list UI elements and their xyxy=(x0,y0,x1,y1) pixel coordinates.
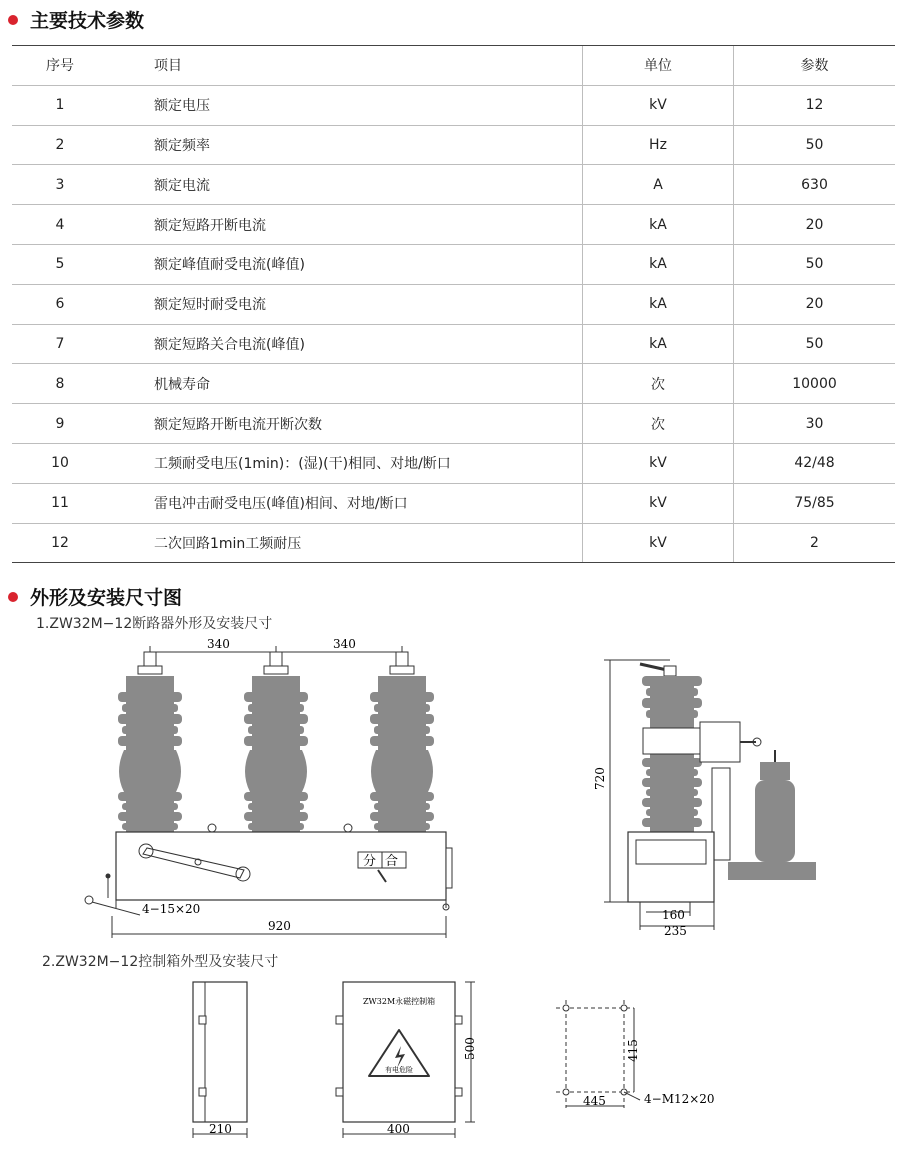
cell-no: 1 xyxy=(12,85,108,125)
cell-unit: kA xyxy=(583,205,734,245)
cell-item: 机械寿命 xyxy=(108,364,583,404)
table-row xyxy=(12,284,895,324)
cell-value: 20 xyxy=(734,205,896,245)
header-unit: 单位 xyxy=(583,46,734,86)
table-row xyxy=(12,404,895,444)
table-row xyxy=(12,324,895,364)
breaker-drawing xyxy=(0,630,900,950)
cell-unit: A xyxy=(583,165,734,205)
dim-depth: 235 xyxy=(664,924,687,938)
cell-unit: Hz xyxy=(583,125,734,165)
table-row xyxy=(12,125,895,165)
label-close: 合 xyxy=(385,854,399,869)
dim-pitch1: 340 xyxy=(207,637,230,651)
warning-label: 有电危险 xyxy=(385,1066,413,1074)
dim-holes-width: 445 xyxy=(583,1094,606,1108)
dim-front-width: 400 xyxy=(387,1122,410,1136)
cell-item: 额定频率 xyxy=(108,125,583,165)
dim-side: 210 xyxy=(209,1122,232,1136)
cell-item: 额定短时耐受电流 xyxy=(108,284,583,324)
cell-unit: kV xyxy=(583,483,734,523)
table-row xyxy=(12,205,895,245)
cell-no: 4 xyxy=(12,205,108,245)
side-view xyxy=(604,660,816,930)
cell-no: 8 xyxy=(12,364,108,404)
cell-no: 12 xyxy=(12,523,108,563)
section-title-specs xyxy=(8,6,144,33)
table-row xyxy=(12,483,895,523)
cell-no: 11 xyxy=(12,483,108,523)
table-row xyxy=(12,364,895,404)
table-row xyxy=(12,443,895,483)
bullet-dot-icon xyxy=(8,15,18,25)
cell-value: 630 xyxy=(734,165,896,205)
dim-holes-height: 415 xyxy=(626,1039,640,1062)
insulator-pole-2 xyxy=(244,652,308,856)
cell-item: 工频耐受电压(1min)：(湿)(干)相同、对地/断口 xyxy=(108,443,583,483)
figure1-caption: 1.ZW32M−12断路器外形及安装尺寸 xyxy=(36,616,273,632)
cell-unit: kV xyxy=(583,85,734,125)
cell-value: 2 xyxy=(734,523,896,563)
table-header-row xyxy=(12,46,895,86)
dim-bolts: 4−M12×20 xyxy=(644,1092,715,1106)
table-row xyxy=(12,85,895,125)
dim-holes: 4−15×20 xyxy=(142,902,201,916)
box-label: ZW32M永磁控制箱 xyxy=(363,997,436,1006)
cell-item: 额定短路开断电流 xyxy=(108,205,583,245)
cell-value: 75/85 xyxy=(734,483,896,523)
cell-item: 额定电流 xyxy=(108,165,583,205)
dim-base: 160 xyxy=(662,908,685,922)
insulator-pole-1 xyxy=(118,652,182,856)
cell-item: 额定峰值耐受电流(峰值) xyxy=(108,244,583,284)
table-row xyxy=(12,165,895,205)
header-no: 序号 xyxy=(12,46,108,86)
box-side-view xyxy=(193,982,247,1138)
dim-width: 920 xyxy=(268,919,291,933)
section-title-dimensions xyxy=(8,583,182,610)
cell-unit: kA xyxy=(583,324,734,364)
section-title-text: 外形及安装尺寸图 xyxy=(30,587,183,609)
cell-unit: kV xyxy=(583,523,734,563)
cell-unit: kA xyxy=(583,244,734,284)
cell-value: 50 xyxy=(734,244,896,284)
cell-unit: kV xyxy=(583,443,734,483)
cell-no: 6 xyxy=(12,284,108,324)
cell-no: 9 xyxy=(12,404,108,444)
cell-no: 10 xyxy=(12,443,108,483)
dim-pitch2: 340 xyxy=(333,637,356,651)
cell-item: 额定短路开断电流开断次数 xyxy=(108,404,583,444)
control-box-drawing xyxy=(0,960,900,1150)
cell-no: 5 xyxy=(12,244,108,284)
cell-item: 额定短路关合电流(峰值) xyxy=(108,324,583,364)
cell-value: 50 xyxy=(734,125,896,165)
bullet-dot-icon xyxy=(8,592,18,602)
cell-value: 30 xyxy=(734,404,896,444)
cell-value: 50 xyxy=(734,324,896,364)
cell-unit: 次 xyxy=(583,364,734,404)
spec-table xyxy=(12,45,895,563)
cell-no: 3 xyxy=(12,165,108,205)
cell-no: 7 xyxy=(12,324,108,364)
dim-height: 720 xyxy=(593,767,607,790)
figure2-caption: 2.ZW32M−12控制箱外型及安装尺寸 xyxy=(42,954,279,970)
table-row xyxy=(12,244,895,284)
cell-no: 2 xyxy=(12,125,108,165)
cell-item: 雷电冲击耐受电压(峰值)相间、对地/断口 xyxy=(108,483,583,523)
header-value: 参数 xyxy=(734,46,896,86)
header-item: 项目 xyxy=(108,46,583,86)
cell-value: 20 xyxy=(734,284,896,324)
cell-value: 10000 xyxy=(734,364,896,404)
cell-unit: 次 xyxy=(583,404,734,444)
section-title-text: 主要技术参数 xyxy=(30,10,145,32)
dim-front-height: 500 xyxy=(463,1037,477,1060)
table-row xyxy=(12,523,895,563)
cell-item: 额定电压 xyxy=(108,85,583,125)
label-open: 分 xyxy=(363,854,377,869)
cell-value: 12 xyxy=(734,85,896,125)
cell-unit: kA xyxy=(583,284,734,324)
insulator-pole-3 xyxy=(370,652,434,856)
cell-value: 42/48 xyxy=(734,443,896,483)
cell-item: 二次回路1min工频耐压 xyxy=(108,523,583,563)
